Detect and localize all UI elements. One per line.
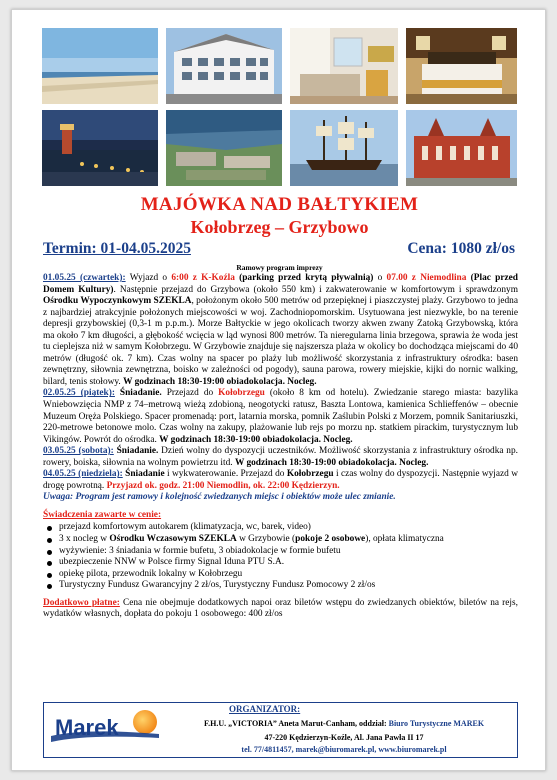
- departure-niemodlin: 07.00 z Niemodlina: [386, 273, 467, 283]
- flyer-subtitle: Kołobrzeg – Grzybowo: [190, 217, 369, 237]
- program-note: Uwaga: Program jest ramowy i kolejność zwiedzanych miejsc i obiektów może ulec zmianie.: [43, 492, 396, 503]
- marek-logo: [47, 706, 165, 754]
- arrival-time: Przyjazd ok. godz. 21:00 Niemodlin, ok. 22:00 Kędzierzyn.: [106, 480, 340, 491]
- list-item: opiekę pilota, przewodnik lokalny w Kołobrzegu: [43, 569, 518, 581]
- day-1-date: 01.05.25 (czwartek):: [43, 273, 126, 283]
- town-hall-photo: [406, 110, 517, 186]
- kolobrzeg-label: Kołobrzegu: [218, 388, 265, 399]
- harbor-aerial-photo: [166, 110, 282, 186]
- day-1-text: . Następnie przejazd do Grzybowa (około 550 km) i zakwaterowanie w komfortowym i sprawdzonym: [113, 284, 518, 295]
- extra-costs: [43, 598, 518, 621]
- day-1-paragraph: [43, 273, 518, 388]
- resort-name: Ośrodku Wypoczynkowym SZEKLA: [43, 296, 192, 307]
- extra-costs-text: Cena nie obejmuje dodatkowych napoi oraz biletów wstępu do zwiedzanych obiektów, biletów na rejs, wydatków własnych, dopłata do pokoju 1 osobowego: 400 zł/os: [43, 597, 518, 620]
- day-2-paragraph: [43, 388, 518, 446]
- list-item: Turystyczny Fundusz Gwarancyjny 2 zł/os, Turystyczny Fundusz Pomocowy 2 zł/os: [43, 580, 518, 592]
- services-heading: Świadczenia zawarte w cenie:: [43, 509, 162, 520]
- services-list: [43, 522, 518, 591]
- day-4-text: i wykwaterowanie. Przejazd do: [164, 469, 287, 480]
- logo-text: Marek: [55, 715, 119, 740]
- day-4-breakfast: Śniadanie: [122, 469, 165, 480]
- services-section: [43, 510, 518, 522]
- list-item-resort: Ośrodku Wczasowym SZEKLA: [109, 534, 237, 545]
- day-1-text: o: [373, 273, 387, 283]
- trip-date: Termin: 01-04.05.2025: [43, 240, 191, 257]
- organizer-box: [43, 702, 518, 758]
- list-item-text: 3 x nocleg w: [59, 534, 110, 545]
- flyer-title: MAJÓWKA NAD BAŁTYKIEM: [140, 194, 419, 215]
- list-item-rooms: pokoje 2 osobowe: [295, 534, 366, 545]
- program-heading: Ramowy program imprezy: [236, 263, 323, 272]
- organizer-address: 47-220 Kędzierzyn-Koźle, Al. Jana Pawła II 17: [264, 733, 424, 742]
- day-2-breakfast: Śniadanie.: [114, 388, 162, 399]
- organizer-label: ORGANIZATOR:: [229, 704, 301, 714]
- day-2-date: 02.05.25 (piątek):: [43, 388, 115, 399]
- hotel-room-photo: [290, 28, 398, 104]
- list-item: ubezpieczenie NNW w Polsce firmy Signal Iduna PTU S.A.: [43, 557, 518, 569]
- day-1-text: Wyjazd o: [125, 273, 172, 283]
- sailing-ship-photo: [290, 110, 398, 186]
- hotel-bedroom-photo: [406, 28, 517, 104]
- beach-photo: [42, 28, 158, 104]
- list-item: przejazd komfortowym autokarem (klimatyzacja, wc, barek, video): [43, 522, 518, 534]
- agency-name: Biuro Turystyczne MAREK: [388, 719, 485, 728]
- organizer-company: [172, 719, 516, 728]
- day-3-dinner: W godzinach 18:30-19:00 obiadokolacja. Nocleg.: [234, 457, 429, 468]
- trip-price: Cena: 1080 zł/os: [407, 240, 515, 257]
- day-2-dinner: W godzinach 18:30-19:00 obiadokolacja. Nocleg.: [159, 434, 353, 445]
- flyer-page: [11, 9, 546, 771]
- day-4-paragraph: [43, 469, 518, 492]
- day-2-text: (około 8 km od hotelu). Zwiedzanie starego miasta: bazylika Wniebowzięcia NMP z 74–metrową wieżą zdobioną, neogotycki ratusz, Baszta Lontowa, kamienica Schlieffenów – obecnie Muzeum Oręża Polskiego. Spacer promenadą: port, latarnia morska, pomnik Zaślubin Polski z Morzem, pomnik Sanitariuszki, 220-metrowe betonowe molo. Czas wolny na zakupy, plażowanie lub rejs po morzu np. statkiem pirackim, turystycznym lub Vikingów. Powrót do ośrodka.: [43, 388, 518, 445]
- program-body: [43, 273, 518, 621]
- day-4-kolobrzeg: Kołobrzegu: [286, 469, 334, 480]
- lighthouse-photo: [42, 110, 158, 186]
- organizer-contact: tel. 77/4811457, marek@biuromarek.pl, www.biuromarek.pl: [241, 745, 447, 754]
- departure-place: (Plac przed Domem Kultury): [43, 273, 518, 295]
- day-2-text: Przejazd do: [161, 388, 219, 399]
- departure-kozle: 6:00 z K-Koźla: [171, 273, 235, 283]
- day-3-breakfast: Śniadanie.: [113, 446, 159, 457]
- extra-costs-heading: Dodatkowo płatne:: [43, 597, 120, 608]
- list-item: wyżywienie: 3 śniadania w formie bufetu, 3 obiadokolacje w formie bufetu: [43, 546, 518, 558]
- day-4-date: 04.05.25 (niedziela):: [43, 469, 123, 480]
- day-3-paragraph: [43, 446, 518, 469]
- day-1-dinner: W godzinach 18:30-19:00 obiadokolacja. Nocleg.: [123, 376, 317, 387]
- day-3-date: 03.05.25 (sobota):: [43, 446, 114, 457]
- hotel-building-photo: [166, 28, 282, 104]
- departure-place: (parking przed krytą pływalnią): [234, 273, 374, 283]
- photo-collage: [42, 28, 517, 188]
- list-item-text: ), opłata klimatyczna: [365, 534, 444, 545]
- day-1-text: , położonym około 500 metrów od przepięknej i piaszczystej plaży. Grzybowo to jedna z najbardziej atrakcyjnie położonych miejscowości w woj. Zachodniopomorskim. Usytuowana jest niezwykle, bo na terenie depresji grzybowskiej (0,3-1 m p.p.m.). Morze Bałtyckie w jego okolicach tworzy akwen zwany Zatoką Grzybowską, która ma około 7 km długości, a głębokość wcięcia w ląd wynosi 800 metrów. Ta nieregularna linia brzegowa, sprawia że woda jest tu cieplejsza niż w samym Kołobrzegu. W Grzybowie znajduje się najszersza plaża w okolicy bo dochodząca miejscami do 40 metrów (długość ok. 7 km). Czas wolny na spacer po plaży lub możliwość skorzystania z infrastruktury ośrodka: basen zewnętrzny, siłownia zewnętrzna, boisko w zależności od pogody), sauna parowa, rowery miejskie, kijki do nornic walking, bilard, tenis stołowy.: [43, 296, 518, 387]
- company-name: F.H.U. „VICTORIA” Aneta Marut-Canham, oddział:: [203, 719, 389, 728]
- day-4-text: i czas wolny do dyspozycji. Następnie wyjazd w drogę powrotną.: [43, 469, 518, 491]
- list-item: [43, 534, 518, 546]
- day-3-text: Dzień wolny do dyspozycji uczestników. Możliwość skorzystania z infrastruktury ośrodka np. rowery, boiska, siłownia na wolnym powietrzu itd.: [43, 446, 518, 468]
- list-item-text: w Grzybowie (: [236, 534, 296, 545]
